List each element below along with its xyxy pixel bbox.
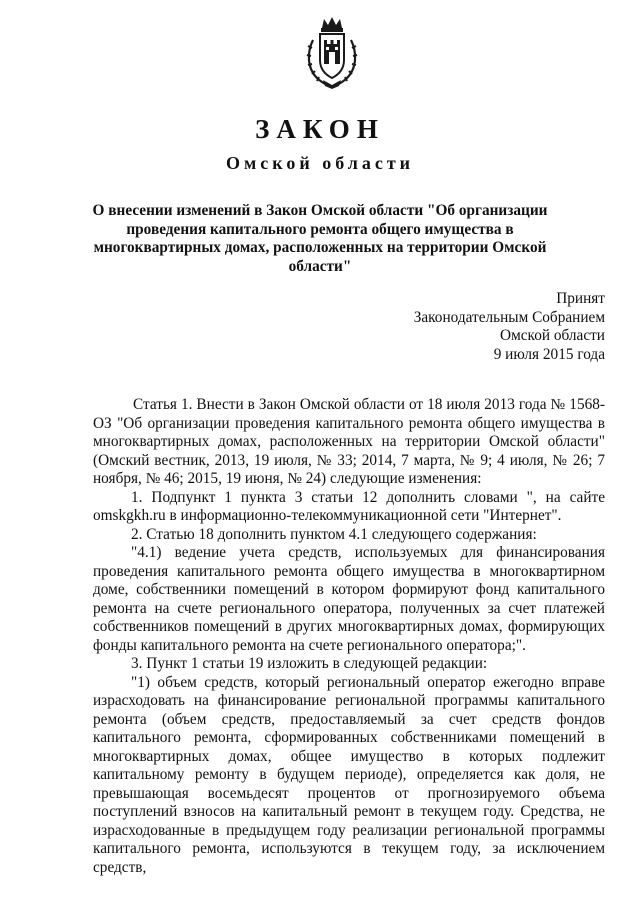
amendment-3-paragraph: 3. Пункт 1 статьи 19 изложить в следующей редакции: — [131, 655, 488, 672]
amendment-2-paragraph: 2. Статью 18 дополнить пунктом 4.1 следующего содержания: — [131, 525, 537, 543]
coat-of-arms-emblem — [303, 14, 361, 90]
amendment-1-paragraph: 1. Подпункт 1 пункта 3 статьи 12 дополнить словами ", на сайте omskgkh.ru в информационно-телекоммуникационной сети "Интернет". — [93, 488, 605, 524]
law-body — [93, 396, 605, 877]
quoted-clause-1: "1) объем средств, который региональный оператор ежегодно вправе израсходовать на финансирование региональной программы капитального ремонта (объем средств, предоставляемый за счет средств фондов капитального ремонта, сформированных собственниками помещений в многоквартирных домах, общее имущество в которых подлежит капитальному ремонту в будущем периоде), определяется как доля, не превышающая восемьдесят процентов от прогнозируемого объема поступлений взносов на капитальный ремонт в текущем году. Средства, не израсходованные в предыдущем году реализации региональной программы капитального ремонта, используются в текущем году, за исключением средств, — [93, 673, 605, 876]
adoption-line: Омской области — [500, 327, 605, 344]
article-1-paragraph: Статья 1. Внести в Закон Омской области от 18 июля 2013 года № 1568-ОЗ "Об организации проведения капитального ремонта общего имущества в многоквартирных домах, расположенных на территории Омской области" (Омский вестник, 2013, 19 июля, № 33; 2014, 7 марта, № 9; 4 июля, № 26; 7 ноября, № 46; 2015, 19 июня, № 24) следующие изменения: — [93, 396, 605, 487]
document-title: ЗАКОН — [255, 114, 385, 144]
adoption-date: 9 июля 2015 года — [493, 345, 605, 363]
adoption-line: Принят — [556, 290, 605, 307]
adoption-block — [345, 290, 605, 364]
law-heading: О внесении изменений в Закон Омской области "Об организации проведения капитального ремонта общего имущества в многоквартирных домах, расположенных на территории Омской области" — [92, 202, 548, 275]
adoption-line: Законодательным Собранием — [413, 308, 605, 326]
document-subtitle: Омской области — [225, 153, 415, 173]
quoted-clause-4-1: "4.1) ведение учета средств, используемых для финансирования проведения капитального ремонта общего имущества в многоквартирном доме, собственники помещений в котором формируют фонд капитального ремонта на счете регионального оператора, полученных за счет платежей собственников помещений в других многоквартирных домах, формирующих фонды капитального ремонта на счете регионального оператора;". — [93, 544, 605, 654]
